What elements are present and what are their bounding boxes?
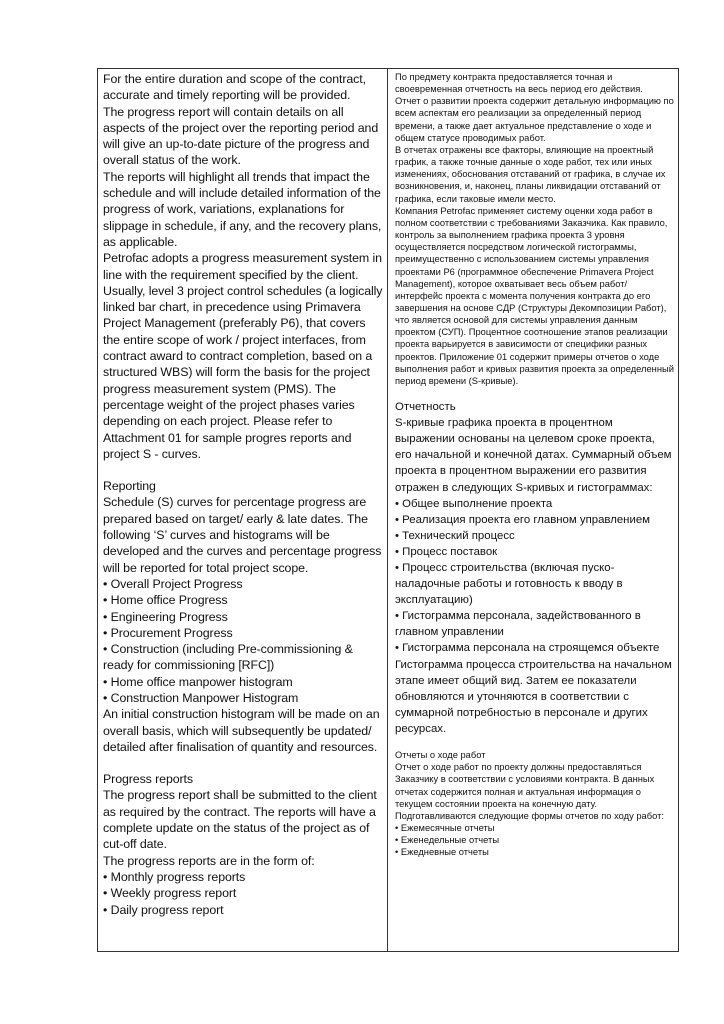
list-item: • Гистограмма персонала на строящемся объекте bbox=[395, 640, 674, 656]
list-item: • Construction Manpower Histogram bbox=[103, 690, 383, 706]
list-item: • Engineering Progress bbox=[103, 609, 383, 625]
english-column bbox=[98, 69, 388, 951]
en-reporting-after: An initial construction histogram will be made on an overall basis, which will subsequently be updated/ detailed after finalisation of quantity and resources. bbox=[103, 707, 380, 754]
en-reporting-list bbox=[103, 576, 383, 706]
spacer bbox=[103, 755, 383, 771]
list-item: • Weekly progress report bbox=[103, 885, 383, 901]
en-progress-list bbox=[103, 869, 383, 918]
list-item: • Процесс поставок bbox=[395, 544, 674, 560]
ru-reporting-section bbox=[395, 399, 674, 737]
spacer bbox=[395, 737, 674, 749]
list-item: • Общее выполнение проекта bbox=[395, 496, 674, 512]
en-intro-paragraph-2: The progress report will contain details on all aspects of the project over the reporting period and will give an up-to-date picture of the progress and overall status of the work. bbox=[103, 104, 379, 168]
ru-reporting-text: S-кривые графика проекта в процентном выражении основаны на целевом сроке проекта, его начальной и конечной датах. Суммарный объем проекта в процентном выражении его развития отражен в следующих S-кривых и гистограммах: bbox=[395, 417, 672, 494]
list-item: • Home office Progress bbox=[103, 592, 383, 608]
en-intro-paragraph-1: For the entire duration and scope of the contract, accurate and timely reporting will be provided. bbox=[103, 72, 366, 103]
list-item: • Процесс строительства (включая пуско-наладочные работы и готовность к вводу в эксплуатацию) bbox=[395, 560, 674, 608]
spacer bbox=[103, 462, 383, 478]
list-item: • Construction (including Pre-commissioning & ready for commissioning [RFC]) bbox=[103, 641, 383, 674]
ru-progress-heading: Отчеты о ходе работ bbox=[395, 750, 486, 761]
list-item: • Home office manpower histogram bbox=[103, 674, 383, 690]
list-item: • Daily progress report bbox=[103, 902, 383, 918]
en-progress-heading: Progress reports bbox=[103, 772, 193, 787]
list-item: • Monthly progress reports bbox=[103, 869, 383, 885]
spacer bbox=[395, 387, 674, 399]
en-reporting-text: Schedule (S) curves for percentage progress are prepared based on target/ early & late dates. The following ‘S’ curves and histograms will be developed and the curves and percentage progress will be reported for total project scope. bbox=[103, 495, 382, 575]
en-intro-paragraph-4: Petrofac adopts a progress measurement system in line with the requirement specified by the client. Usually, level 3 project control schedules (a logically linked bar chart, in precedence using Primavera Project Management (preferably P6), that covers the entire scope of work / project interfaces, from contract award to contract completion, based on a structured WBS) will form the basis for the project progress measurement system (PMS). The percentage weight of the project phases varies depending on each project. Please refer to Attachment 01 for sample progres reports and project S - curves. bbox=[103, 251, 383, 461]
ru-intro-paragraph-4: Компания Petrofac применяет систему оценки хода работ в полном соответствии с требованиями Заказчика. Как правило, контроль за выполнением графика проекта 3 уровня осуществляется посредством логической гистограммы, преимущественно с использованием системы управления проектами P6 (программное обеспечение Primavera Project Management), которое охватывает весь объем работ/ интерфейс проекта с момента получения контракта до его завершения на основе СДР (Структуры Декомпозиции Работ), что является основой для системы управления данным проектом (СУП). Процентное соотношение этапов реализации проекта варьируется в зависимости от специфики разных проектов. Приложение 01 содержит примеры отчетов о ходе выполнения работ и кривых развития проекта за определенный период времени (S-кривые). bbox=[395, 205, 674, 386]
en-progress-text: The progress report shall be submitted to the client as required by the contract. The reports will have a complete update on the status of the project as of cut-off date. bbox=[103, 788, 377, 852]
ru-reporting-list bbox=[395, 496, 674, 657]
list-item: • Реализация проекта его главном управлением bbox=[395, 512, 674, 528]
ru-progress-form-intro: Подготавливаются следующие формы отчетов по ходу работ: bbox=[395, 810, 664, 821]
list-item: • Ежедневные отчеты bbox=[395, 846, 674, 858]
ru-progress-list bbox=[395, 822, 674, 858]
russian-column bbox=[388, 69, 678, 951]
bilingual-table bbox=[97, 68, 679, 952]
list-item: • Ежемесячные отчеты bbox=[395, 822, 674, 834]
list-item: • Гистограмма персонала, задействованного в главном управлении bbox=[395, 608, 674, 640]
ru-progress-text: Отчет о ходе работ по проекту должны предоставляться Заказчику в соответствии с условиями контракта. В данных отчетах содержится полная и актуальная информация о текущем состоянии проекта на конечную дату. bbox=[395, 762, 655, 809]
ru-reporting-after: Гистограмма процесса строительства на начальном этапе имеет общий вид. Затем ее показатели обновляются и уточняются в соответствии с суммарной потребностью в персонале и других ресурсах. bbox=[395, 658, 672, 735]
list-item: • Технический процесс bbox=[395, 528, 674, 544]
ru-intro-paragraph-1: По предмету контракта предоставляется точная и своевременная отчетность на весь период его действия. bbox=[395, 72, 643, 95]
en-progress-form-intro: The progress reports are in the form of: bbox=[103, 853, 315, 868]
list-item: • Procurement Progress bbox=[103, 625, 383, 641]
ru-intro-paragraph-3: В отчетах отражены все факторы, влияющие на проектный график, а также точные данные о ходе работ, тех или иных изменениях, обоснования отставаний от графика, в случае их возникновения, и, наконец, планы ликвидации отставаний от графика, если таковые имели место. bbox=[395, 144, 666, 204]
list-item: • Еженедельные отчеты bbox=[395, 834, 674, 846]
ru-intro-paragraph-2: Отчет о развитии проекта содержит детальную информацию по всем аспектам его реализации за определенный период времени, а также дает актуальное представление о ходе и общем статусе проводимых работ. bbox=[395, 96, 674, 143]
ru-reporting-heading: Отчетность bbox=[395, 401, 456, 414]
en-intro-paragraph-3: The reports will highlight all trends that impact the schedule and will include detailed information of the progress of work, variations, explanations for slippage in schedule, if any, and the recovery plans, as applicable. bbox=[103, 169, 382, 249]
en-reporting-heading: Reporting bbox=[103, 479, 156, 494]
list-item: • Overall Project Progress bbox=[103, 576, 383, 592]
